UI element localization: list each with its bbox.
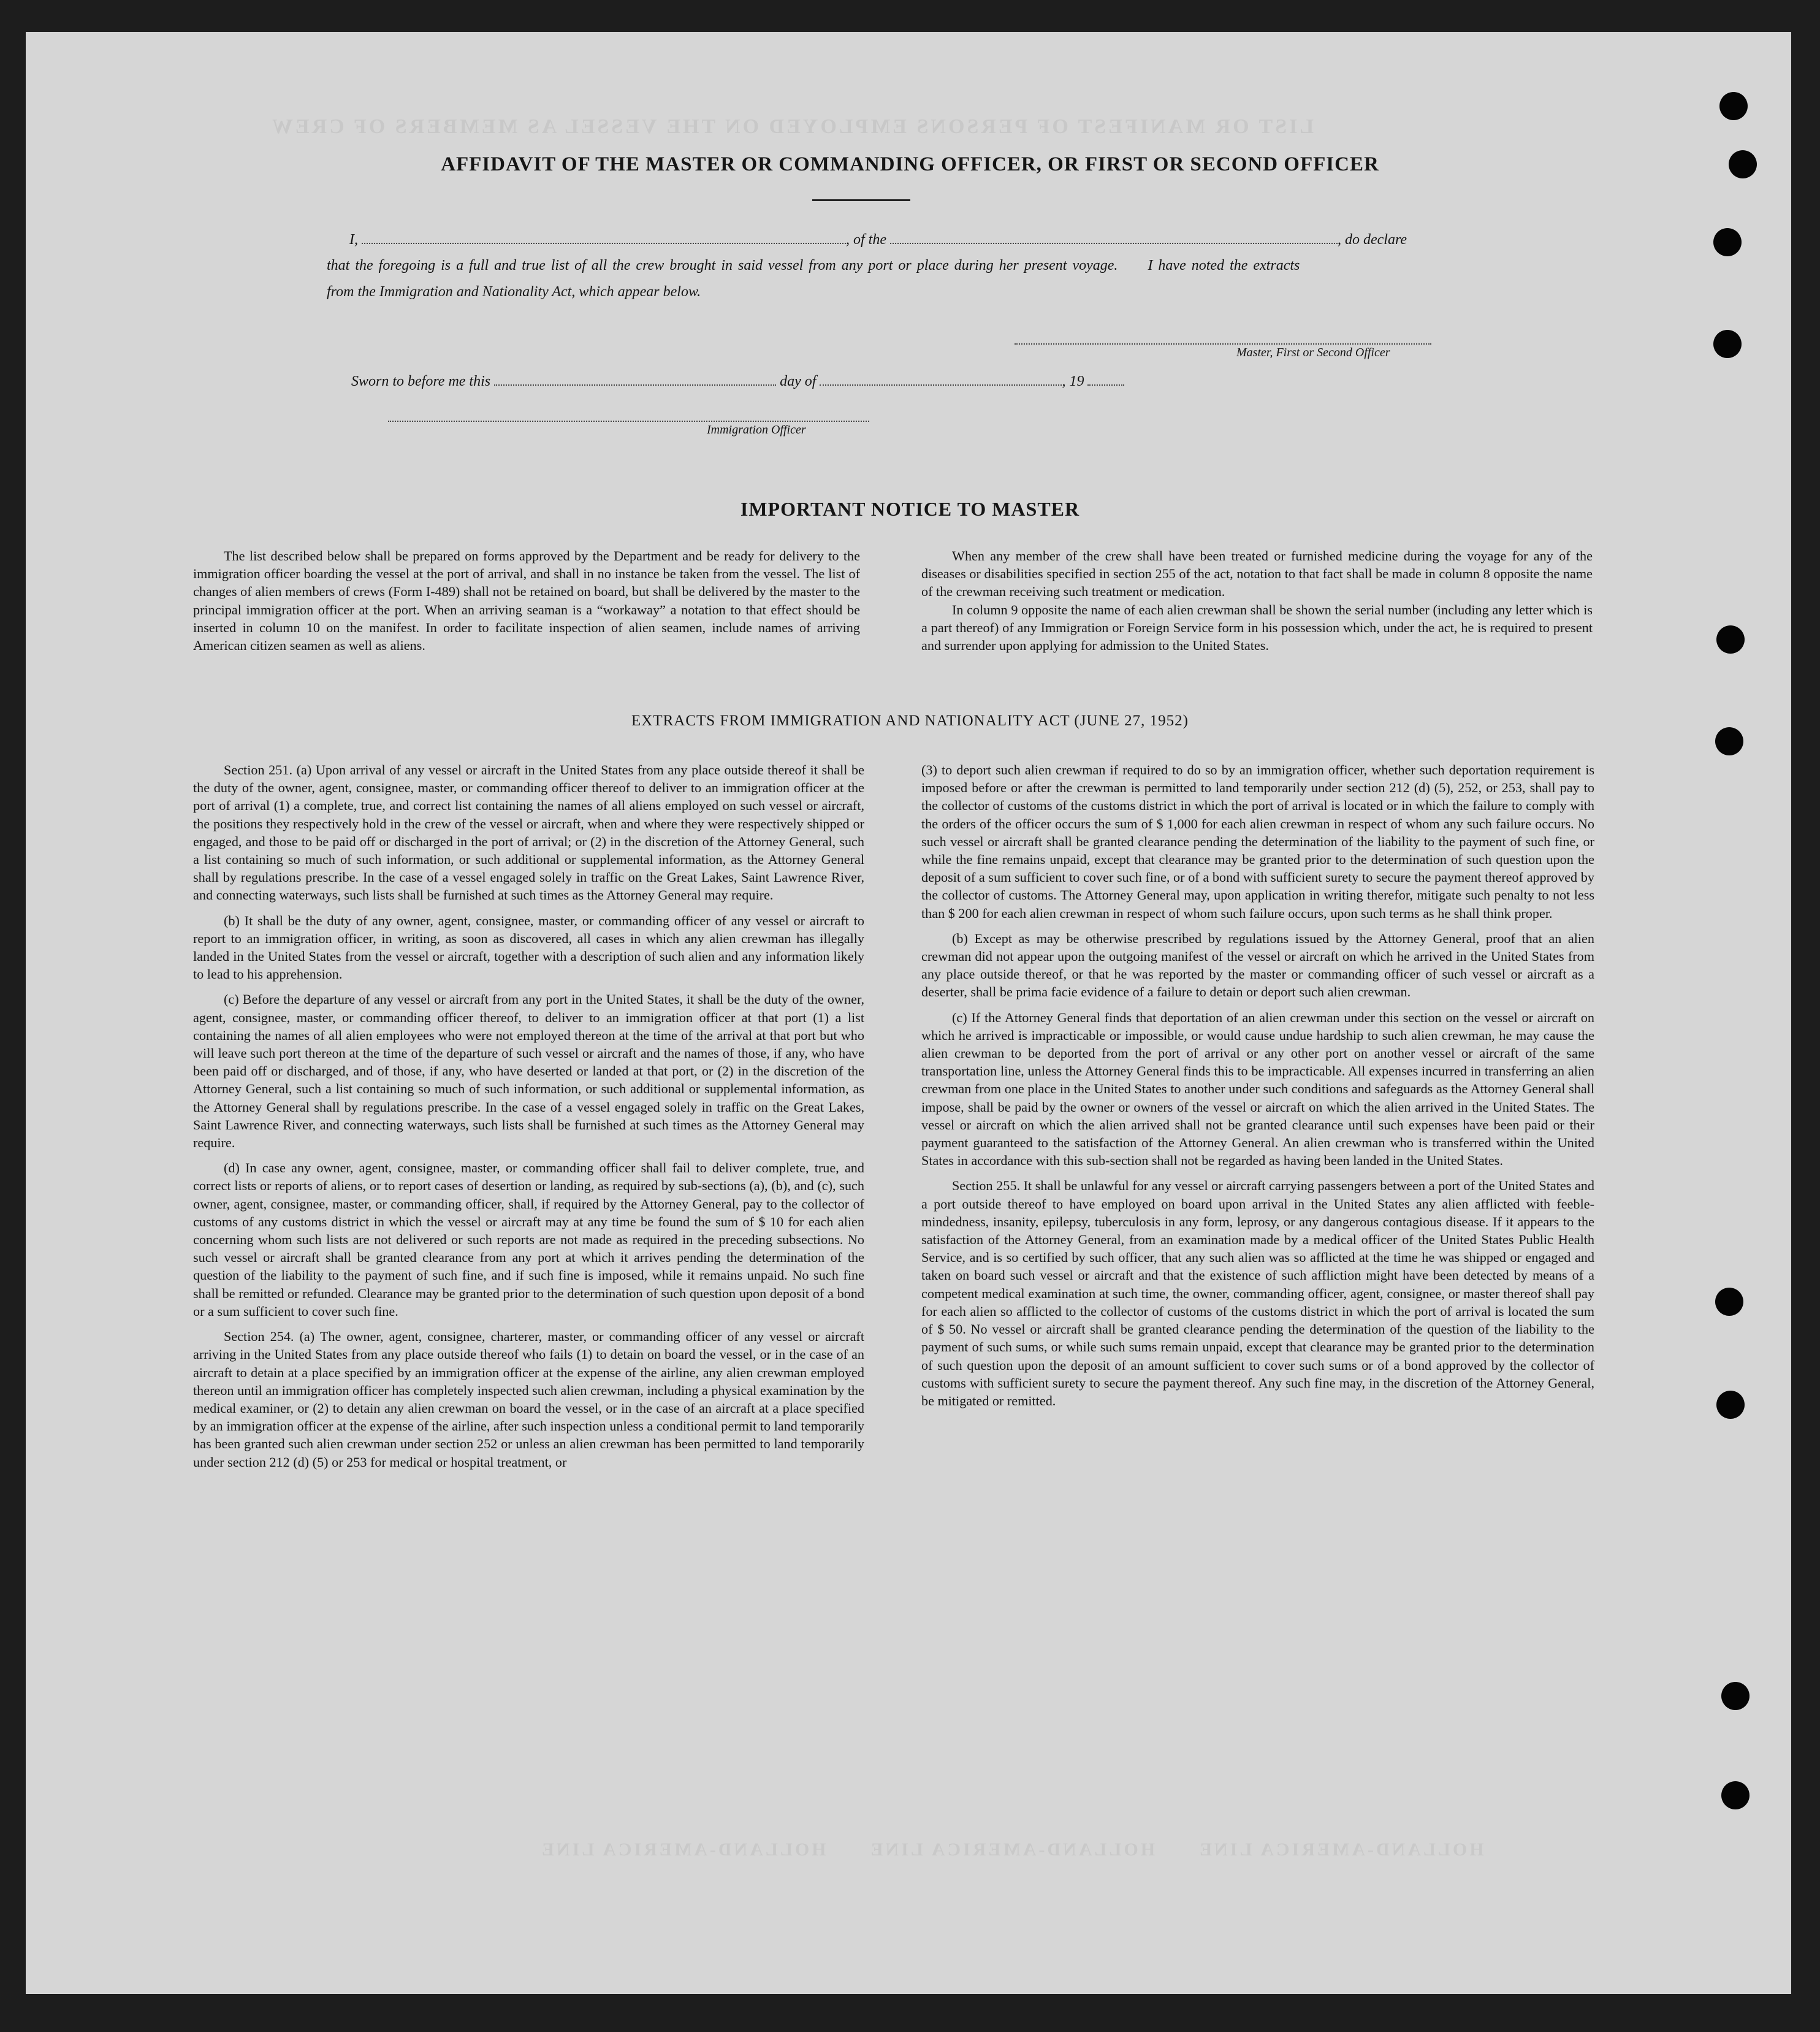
affidavit-i-label: I, — [349, 232, 358, 248]
punch-hole — [1721, 1781, 1750, 1809]
bleed-through-stamp: HOLLAND-AMERICA LINE HOLLAND-AMERICA LINE HOLLAND-AMERICA LINE — [539, 1839, 1484, 1860]
master-name-field[interactable] — [362, 229, 846, 244]
affidavit-source-line: from the Immigration and Nationality Act, which appear below. — [327, 284, 701, 300]
affidavit-statement-line — [327, 258, 1300, 274]
vessel-name-field[interactable] — [890, 229, 1338, 244]
year-prefix-label: , 19 — [1062, 373, 1084, 389]
affidavit-extract-text: I have noted the extracts — [1148, 258, 1300, 273]
sworn-line — [351, 371, 1124, 390]
punch-hole — [1716, 1391, 1745, 1419]
of-the-label: , of the — [846, 232, 886, 248]
notice-title: IMPORTANT NOTICE TO MASTER — [740, 498, 1080, 520]
master-signature-line[interactable] — [1015, 343, 1431, 345]
title-divider — [812, 199, 910, 201]
sworn-label: Sworn to before me this — [351, 373, 491, 389]
notice-left-column — [193, 547, 860, 662]
master-signature-label: Master, First or Second Officer — [1236, 346, 1390, 359]
officer-signature-label: Immigration Officer — [707, 423, 806, 437]
notice-paragraph: The list described below shall be prepared on forms approved by the Department and be ready for delivery to the immigration officer boarding the vessel at the port of arrival, and shall in no instance be taken from the vessel. The list of changes of alien members of crews (Form I-489) shall not be retained on board, but shall be delivered by the master to the principal immigration officer at the port. When an arriving seaman is a “workaway” a notation to that effect should be inserted in column 10 on the manifest. In order to facilitate inspection of alien seamen, include names of arriving American citizen seamen as well as aliens. — [193, 548, 860, 654]
notice-paragraph: In column 9 opposite the name of each alien crewman shall be shown the serial number (including any letter which is a part thereof) of any Immigration or Foreign Service form in his possession which, under the act, he is required to present and surrender upon applying for admission to the United States. — [921, 602, 1593, 654]
extracts-left-column — [193, 761, 864, 1478]
section-251a: Section 251. (a) Upon arrival of any vessel or aircraft in the United States from any place outside thereof it shall be the duty of the owner, agent, consignee, master, or commanding officer thereof to deliver to an immigration officer at the port of arrival (1) a complete, true, and correct list containing the names of all aliens employed on such vessel or aircraft, the positions they respectively hold in the crew of the vessel or aircraft, when and where they were respectively shipped or engaged, and those to be paid off or discharged in the port of arrival; or (2) in the discretion of the Attorney General, such a list containing so much of such information, or such additional or supplemental information, as the Attorney General shall by regulations prescribe. In the case of a vessel engaged solely in traffic on the Great Lakes, Saint Lawrence River, and connecting waterways, such lists shall be furnished at such times as the Attorney General may require. — [193, 762, 864, 903]
section-254a-continued: (3) to deport such alien crewman if required to do so by an immigration officer, whether such deportation requirement is imposed before or after the crewman is permitted to land temporarily under section 212 (d) (5), 252, or 253, shall pay to the collector of customs of the customs district in which the port of arrival is located or in which the failure to comply with the orders of the officer occurs the sum of $ 1,000 for each alien crewman in respect of whom any such failure occurs. No such vessel or aircraft shall be granted clearance pending the determination of the liability to the payment of such fine, or while the fine remains unpaid, except that clearance may be granted prior to the determination of such question upon the deposit of a sum sufficient to cover such fine, or of a bond with sufficient surety to secure the payment thereof approved by the collector of customs. The Attorney General may, upon application in writing therefor, mitigate such penalty to not less than $ 200 for each alien crewman in respect of whom such failure occurs, upon such terms as he shall think proper. — [921, 762, 1594, 921]
extracts-title: EXTRACTS FROM IMMIGRATION AND NATIONALITY ACT (JUNE 27, 1952) — [631, 712, 1189, 729]
sworn-month-field[interactable] — [820, 371, 1062, 386]
affidavit-title: AFFIDAVIT OF THE MASTER OR COMMANDING OFFICER, OR FIRST OR SECOND OFFICER — [441, 153, 1379, 175]
punch-hole — [1721, 1682, 1750, 1710]
punch-hole — [1713, 228, 1742, 256]
notice-right-column — [921, 547, 1593, 662]
section-251c: (c) Before the departure of any vessel or aircraft from any port in the United States, it shall be the duty of the owner, agent, consignee, master, or commanding officer thereof, to deliver to an immigration officer at that port (1) a list containing the names of all alien employees who were not employed thereon at the time of the arrival at that port but who will leave such port thereon at the time of the departure of such vessel or aircraft and the names of those, if any, who have been paid off or discharged, and of those, if any, who have deserted or landed at that port, or (2) in the discretion of the Attorney General, such a list containing so much of such information, or such additional or supplemental information, as the Attorney General shall by regulations prescribe. In the case of a vessel engaged solely in traffic on the Great Lakes, Saint Lawrence River, and connecting waterways, such lists shall be furnished at such times as the Attorney General may require. — [193, 991, 864, 1151]
punch-hole — [1716, 625, 1745, 654]
punch-hole — [1713, 330, 1742, 358]
affidavit-declaration-line — [349, 229, 1407, 248]
extracts-right-column — [921, 761, 1594, 1417]
sworn-year-field[interactable] — [1087, 371, 1124, 386]
section-254b: (b) Except as may be otherwise prescribed by regulations issued by the Attorney General, proof that an alien crewman did not appear upon the outgoing manifest of the vessel or aircraft on which he arrived in the United States from any place outside thereof, or that he was reported by the master or commanding officer of such vessel or aircraft as a deserter, shall be prima facie evidence of a failure to detain or deport such alien crewman. — [921, 930, 1594, 1000]
section-254c: (c) If the Attorney General finds that deportation of an alien crewman under this section on the vessel or aircraft on which he arrived is impracticable or impossible, or would cause undue hardship to such alien crewman, he may cause the alien crewman to be deported from the port of arrival or any other port on another vessel or aircraft of the same transportation line, unless the Attorney General finds this to be impracticable. All expenses incurred in transferring an alien crewman from one place in the United States to another under such conditions and safeguards as the Attorney General shall impose, shall be paid by the owner or owners of the vessel or aircraft on which the alien arrived in the United States. The vessel or aircraft on which the alien arrived shall not be granted clearance until such expenses have been paid or their payment guaranteed to the satisfaction of the Attorney General. An alien crewman who is transferred within the United States in accordance with this sub-section shall not be regarded as having been landed in the United States. — [921, 1009, 1594, 1169]
affidavit-statement-text: that the foregoing is a full and true list of all the crew brought in said vessel from any port or place during her present voyage. — [327, 258, 1118, 273]
punch-hole — [1715, 1288, 1743, 1316]
day-of-label: day of — [780, 373, 817, 389]
bleed-through-heading: LIST OR MANIFEST OF PERSONS EMPLOYED ON THE VESSEL AS MEMBERS OF CREW — [270, 115, 1314, 138]
section-251b: (b) It shall be the duty of any owner, agent, consignee, master, or commanding officer of any vessel or aircraft to report to an immigration officer, in writing, as soon as discovered, all cases in which any alien crewman has illegally landed in the United States from the vessel or aircraft, together with a description of such alien and any information likely to lead to his apprehension. — [193, 912, 864, 982]
officer-signature-line[interactable] — [388, 421, 869, 422]
sworn-day-field[interactable] — [494, 371, 776, 386]
do-declare-label: , do declare — [1338, 232, 1407, 248]
notice-paragraph: When any member of the crew shall have been treated or furnished medicine during the voyage for any of the diseases or disabilities specified in section 255 of the act, notation to that fact shall be made in column 8 opposite the name of the crewman receiving such treatment or medication. — [921, 548, 1593, 600]
punch-hole — [1715, 727, 1743, 755]
section-255: Section 255. It shall be unlawful for any vessel or aircraft carrying passengers between a port of the United States and a port outside thereof to have employed on board upon arrival in the United States any alien afflicted with feeble-mindedness, insanity, epilepsy, tuberculosis in any form, leprosy, or any dangerous contagious disease. If it appears to the satisfaction of the Attorney General, from an examination made by a medical officer of the United States Public Health Service, and is so certified by such officer, that any such alien was so afflicted at the time he was shipped or engaged and taken on board such vessel or aircraft and that the existence of such affliction might have been detected by means of a competent medical examination at such time, the owner, commanding officer, agent, consignee, or master thereof shall pay for each alien so afflicted to the collector of customs of the customs district in which the port of arrival is located the sum of $ 50. No vessel or aircraft shall be granted clearance pending the determination of the question of the liability to the payment of such sums, or while such sums remain unpaid, except that clearance may be granted prior to the determination of such question upon the deposit of an amount sufficient to cover such sums or of a bond approved by the collector of customs with sufficient surety to secure the payment thereof. Any such fine may, in the discretion of the Attorney General, be mitigated or remitted. — [921, 1178, 1594, 1408]
punch-hole — [1719, 92, 1748, 120]
section-254a: Section 254. (a) The owner, agent, consignee, charterer, master, or commanding officer of any vessel or aircraft arriving in the United States from any place outside thereof who fails (1) to detain on board the vessel, or in the case of an aircraft to detain at a place specified by an immigration officer at the expense of the airline, any alien crewman employed thereon until an immigration officer has completely inspected such alien crewman, including a physical examination by the medical examiner, or (2) to detain any alien crewman on board the vessel, or in the case of an aircraft at a place specified by an immigration officer at the expense of the airline, after such inspection unless a conditional permit to land temporarily has been granted such alien crewman under section 252 or unless an alien crewman has been permitted to land temporarily under section 212 (d) (5) or 253 for medical or hospital treatment, or — [193, 1329, 864, 1470]
section-251d: (d) In case any owner, agent, consignee, master, or commanding officer shall fail to deliver complete, true, and correct lists or reports of aliens, or to report cases of desertion or landing, as required by sub-sections (a), (b), and (c), such owner, agent, consignee, master, or commanding officer, shall, if required by the Attorney General, pay to the collector of customs of any customs district in which the vessel or aircraft may at any time be found the sum of $ 10 for each alien concerning whom such lists are not delivered or such reports are not made as required in the preceding subsections. No such vessel or aircraft shall be granted clearance from any port at which it arrives pending the determination of the question of the liability to the payment of such fine, and if such fine is imposed, while it remains unpaid. No such fine shall be remitted or refunded. Clearance may be granted prior to the determination of such question upon deposit of a bond or a sum sufficient to cover such fine. — [193, 1160, 864, 1319]
